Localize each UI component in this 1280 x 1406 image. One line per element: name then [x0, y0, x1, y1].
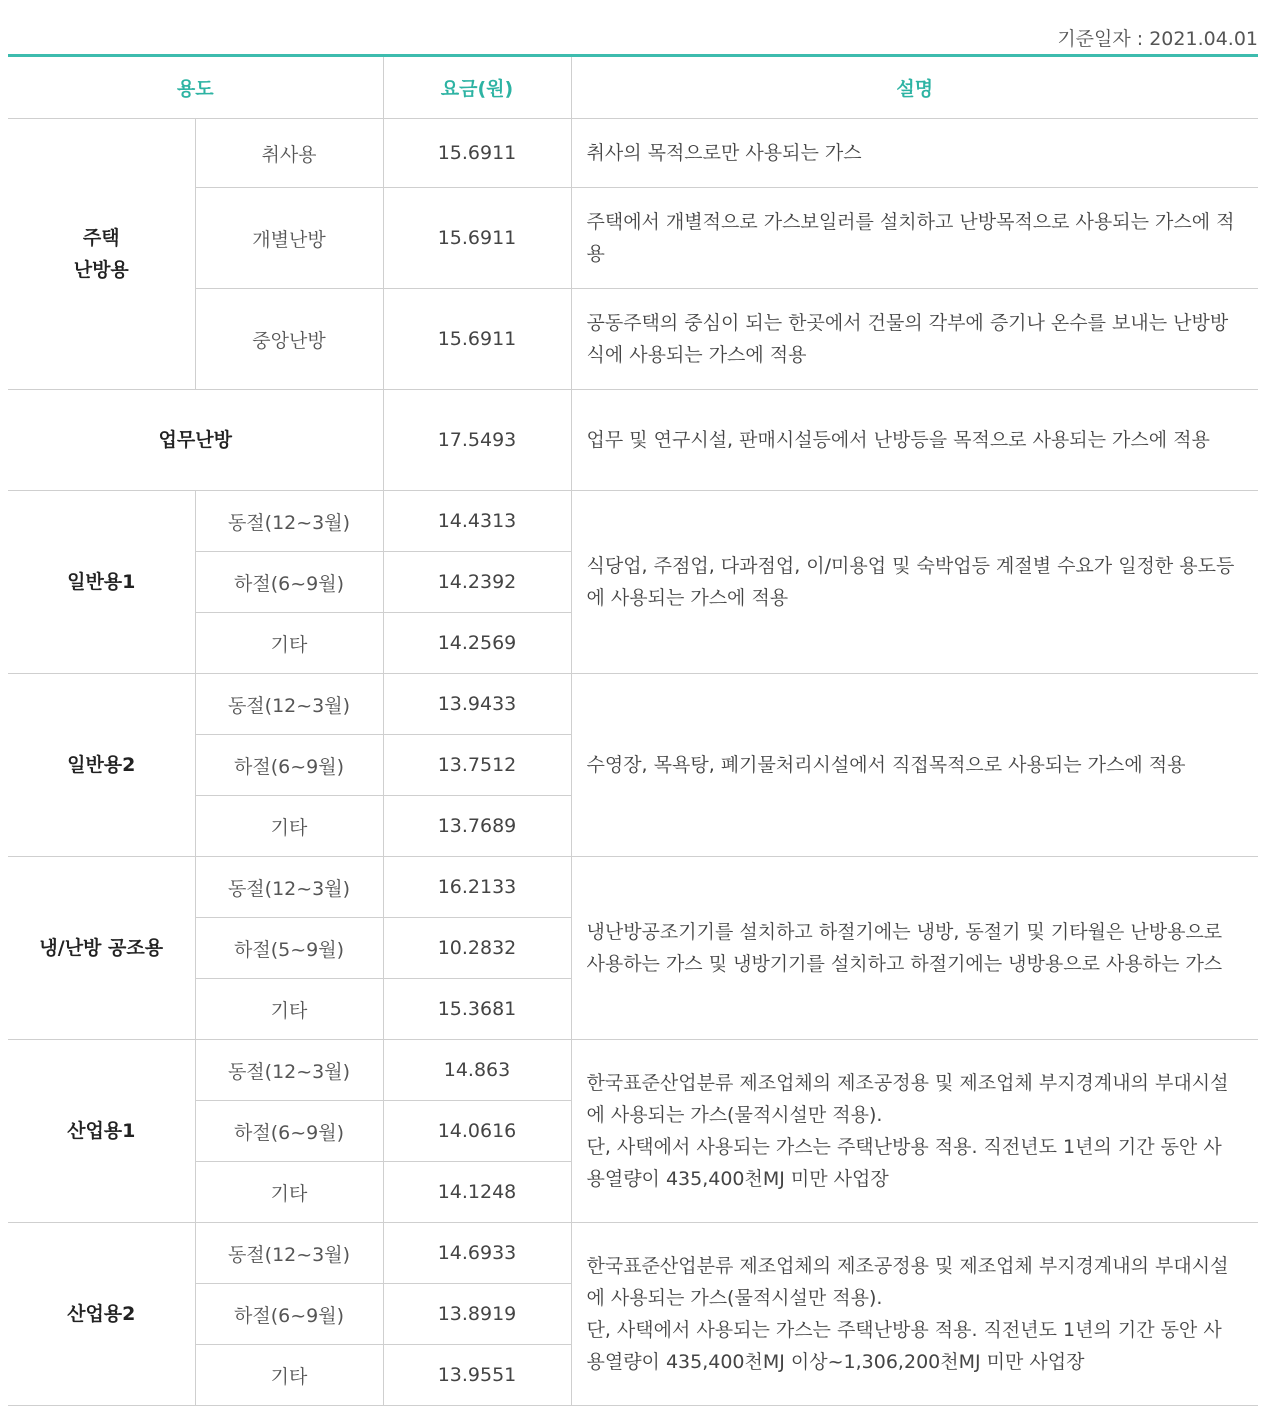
header-usage: 용도: [8, 56, 383, 119]
description: [571, 1223, 1258, 1406]
description-line: 단, 사택에서 사용되는 가스는 주택난방용 적용. 직전년도 1년의 기간 동안 사용열량이 435,400천MJ 미만 사업장: [586, 1136, 1222, 1190]
fee-value: 14.863: [383, 1040, 571, 1101]
description-line: 단, 사택에서 사용되는 가스는 주택난방용 적용. 직전년도 1년의 기간 동안 사용열량이 435,400천MJ 이상~1,306,200천MJ 미만 사업장: [586, 1319, 1222, 1373]
subcategory: 하절(6~9월): [195, 552, 383, 613]
subcategory: 기타: [195, 1162, 383, 1223]
table-row: [8, 188, 1258, 289]
fee-value: 10.2832: [383, 918, 571, 979]
fee-value: 17.5493: [383, 390, 571, 491]
category-house-heating: [8, 119, 195, 390]
subcategory: 기타: [195, 796, 383, 857]
subcategory: 하절(5~9월): [195, 918, 383, 979]
subcategory: 하절(6~9월): [195, 735, 383, 796]
subcategory: 취사용: [195, 119, 383, 188]
description: 식당업, 주점업, 다과점업, 이/미용업 및 숙박업등 계절별 수요가 일정한 용도등에 사용되는 가스에 적용: [571, 491, 1258, 674]
subcategory: 중앙난방: [195, 289, 383, 390]
subcategory: 기타: [195, 1345, 383, 1406]
table-row: [8, 390, 1258, 491]
subcategory: 하절(6~9월): [195, 1101, 383, 1162]
fee-value: 13.9551: [383, 1345, 571, 1406]
description: 공동주택의 중심이 되는 한곳에서 건물의 각부에 증기나 온수를 보내는 난방방식에 사용되는 가스에 적용: [571, 289, 1258, 390]
header-row: [8, 56, 1258, 119]
subcategory: 하절(6~9월): [195, 1284, 383, 1345]
fee-value: 15.6911: [383, 188, 571, 289]
base-date: 기준일자 : 2021.04.01: [1057, 28, 1258, 50]
description: 수영장, 목욕탕, 폐기물처리시설에서 직접목적으로 사용되는 가스에 적용: [571, 674, 1258, 857]
subcategory: 동절(12~3월): [195, 857, 383, 918]
category-general2: 일반용2: [8, 674, 195, 857]
subcategory: 동절(12~3월): [195, 1223, 383, 1284]
category-industry1: 산업용1: [8, 1040, 195, 1223]
subcategory: 기타: [195, 979, 383, 1040]
table-row: [8, 289, 1258, 390]
fee-value: 14.1248: [383, 1162, 571, 1223]
fee-value: 14.2569: [383, 613, 571, 674]
subcategory: 동절(12~3월): [195, 491, 383, 552]
fee-value: 14.4313: [383, 491, 571, 552]
category-general1: 일반용1: [8, 491, 195, 674]
fee-value: 13.7689: [383, 796, 571, 857]
table-row: [8, 491, 1258, 552]
category-business-heating: 업무난방: [8, 390, 383, 491]
table-row: [8, 1040, 1258, 1101]
fee-value: 14.0616: [383, 1101, 571, 1162]
fee-value: 13.9433: [383, 674, 571, 735]
header-fee: 요금(원): [383, 56, 571, 119]
subcategory: 개별난방: [195, 188, 383, 289]
fee-value: 13.7512: [383, 735, 571, 796]
description: 업무 및 연구시설, 판매시설등에서 난방등을 목적으로 사용되는 가스에 적용: [571, 390, 1258, 491]
description: 취사의 목적으로만 사용되는 가스: [571, 119, 1258, 188]
description: 주택에서 개별적으로 가스보일러를 설치하고 난방목적으로 사용되는 가스에 적용: [571, 188, 1258, 289]
description-line: 한국표준산업분류 제조업체의 제조공정용 및 제조업체 부지경계내의 부대시설에 사용되는 가스(물적시설만 적용).: [586, 1255, 1229, 1309]
subcategory: 기타: [195, 613, 383, 674]
fee-value: 14.2392: [383, 552, 571, 613]
category-label: 난방용: [73, 259, 129, 281]
fee-value: 15.6911: [383, 119, 571, 188]
rate-table-container: [8, 54, 1258, 1406]
fee-value: 15.6911: [383, 289, 571, 390]
description-line: 한국표준산업분류 제조업체의 제조공정용 및 제조업체 부지경계내의 부대시설에 사용되는 가스(물적시설만 적용).: [586, 1072, 1229, 1126]
category-aircon: 냉/난방 공조용: [8, 857, 195, 1040]
fee-value: 16.2133: [383, 857, 571, 918]
subcategory: 동절(12~3월): [195, 1040, 383, 1101]
description: [571, 1040, 1258, 1223]
gas-rate-table: [8, 54, 1258, 1406]
fee-value: 13.8919: [383, 1284, 571, 1345]
category-industry2: 산업용2: [8, 1223, 195, 1406]
table-row: [8, 674, 1258, 735]
category-label: 주택: [82, 227, 120, 249]
table-row: [8, 1223, 1258, 1284]
subcategory: 동절(12~3월): [195, 674, 383, 735]
table-row: [8, 119, 1258, 188]
description: 냉난방공조기기를 설치하고 하절기에는 냉방, 동절기 및 기타월은 난방용으로 사용하는 가스 및 냉방기기를 설치하고 하절기에는 냉방용으로 사용하는 가스: [571, 857, 1258, 1040]
fee-value: 15.3681: [383, 979, 571, 1040]
table-row: [8, 857, 1258, 918]
fee-value: 14.6933: [383, 1223, 571, 1284]
header-description: 설명: [571, 56, 1258, 119]
